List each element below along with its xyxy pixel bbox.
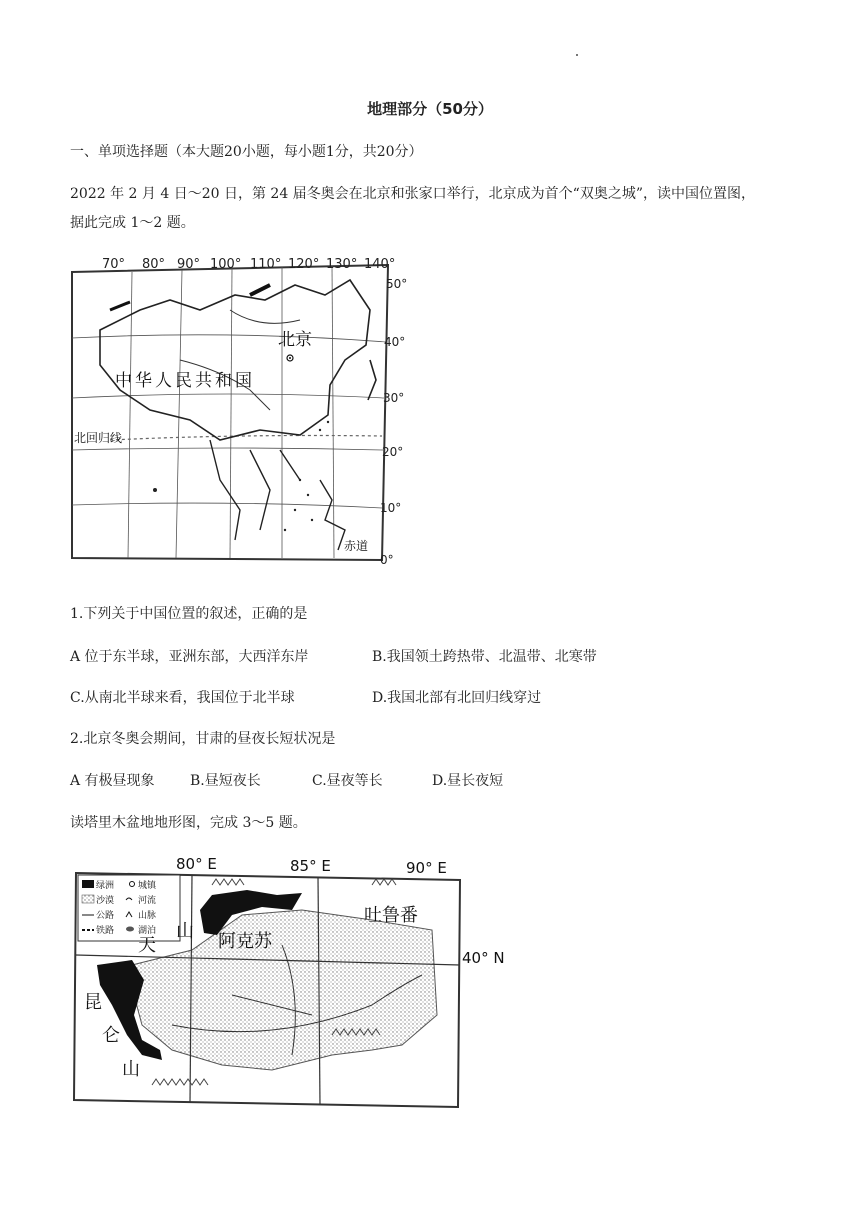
legend-road: 公路 (96, 911, 115, 921)
page-title: 地理部分（50分） (367, 100, 493, 118)
intro2-text: 读塔里木盆地地形图，完成 3～5 题。 (70, 815, 307, 831)
stray-dot (576, 54, 578, 56)
place-aksu: 阿克苏 (218, 931, 272, 952)
legend-lake: 湖泊 (138, 926, 157, 936)
place-kunlun-1: 昆 (84, 992, 102, 1013)
legend-mountain: 山脉 (138, 911, 157, 921)
legend-desert: 沙漠 (96, 896, 115, 906)
place-kunlun-3: 山 (122, 1059, 140, 1080)
q1-option-b: B.我国领土跨热带、北温带、北寒带 (372, 649, 597, 665)
lat-label-40: 40° (384, 335, 406, 349)
intro1-line1: 2022 年 2 月 4 日～20 日，第 24 届冬奥会在北京和张家口举行，北京成为首个“双奥之城”，读中国位置图， (70, 186, 755, 202)
lat-label-20: 20° (382, 445, 404, 459)
lon-label-80e: 80° E (176, 855, 217, 873)
q2-option-d: D.昼长夜短 (432, 773, 504, 789)
section-heading: 一、单项选择题（本大题20小题，每小题1分，共20分） (70, 144, 423, 160)
tropic-label: 北回归线 (74, 431, 123, 445)
q2-option-c: C.昼夜等长 (312, 773, 383, 789)
lon-label-90: 90° (177, 257, 201, 272)
lon-label-140: 140° (364, 257, 396, 272)
place-kunlun-2: 仑 (102, 1025, 120, 1046)
china-location-map (70, 250, 408, 564)
beijing-label: 北京 (278, 330, 312, 350)
q1-option-c: C.从南北半球来看，我国位于北半球 (70, 690, 295, 706)
lon-label-120: 120° (288, 257, 320, 272)
lon-label-130: 130° (326, 257, 358, 272)
lat-label-0: 0° (380, 553, 394, 564)
lat-label-10: 10° (380, 501, 402, 515)
q1-stem: 1.下列关于中国位置的叙述，正确的是 (70, 606, 308, 622)
q2-option-b: B.昼短夜长 (190, 773, 261, 789)
lon-label-85e: 85° E (290, 857, 331, 875)
legend-river: 河流 (138, 896, 157, 906)
lon-label-70: 70° (102, 257, 126, 272)
equator-label: 赤道 (344, 539, 369, 553)
lon-label-100: 100° (210, 257, 242, 272)
place-tianshan-2: 天 (138, 935, 156, 956)
china-label: 中华人民共和国 (115, 371, 255, 391)
q2-option-a: A 有极昼现象 (70, 773, 155, 789)
intro1-line2: 据此完成 1～2 题。 (70, 215, 195, 231)
lon-label-80: 80° (142, 257, 166, 272)
q1-option-a: A 位于东半球，亚洲东部，大西洋东岸 (70, 649, 309, 665)
lon-label-90e: 90° E (406, 859, 447, 877)
q2-stem: 2.北京冬奥会期间，甘肃的昼夜长短状况是 (70, 731, 336, 747)
lat-label-30: 30° (383, 391, 405, 405)
legend-railway: 铁路 (96, 926, 115, 936)
tarim-basin-map (72, 855, 512, 1108)
place-tianshan-1: 山 (176, 921, 194, 942)
lat-label-40n: 40° N (462, 949, 505, 967)
legend-town: 城镇 (138, 881, 157, 891)
legend-oasis: 绿洲 (96, 881, 115, 891)
lat-label-50: 50° (386, 277, 408, 291)
q1-option-d: D.我国北部有北回归线穿过 (372, 690, 542, 706)
lon-label-110: 110° (250, 257, 282, 272)
place-turpan: 吐鲁番 (364, 905, 418, 926)
